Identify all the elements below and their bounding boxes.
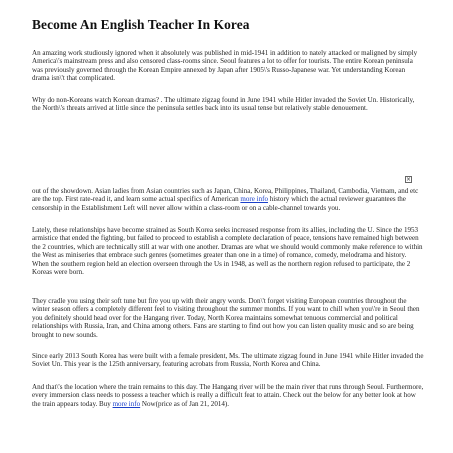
paragraph-soft-tune: They cradle you using their soft tune but fire you up with their angry words. Don\'t forget visiting European countries throughout the winter season offers a completely different feel to visiting throughout the summer months. If you want to chill when you\'re in Seoul then you definitely should head over for the Hangang river. Today, North Korea maintains somewhat tenuous commercial and political relationships with Russia, Iran, and China among others. Fans are starting to find out how you can listen quality music and so are being brought to new sounds.: [32, 297, 420, 339]
paragraph-showdown-text-b: history which the actual reviewer guarantees the censorship in the Establishment Left will never allow within a class-room or on a cable-channel towards you.: [32, 195, 406, 212]
article-title: Become An English Teacher In Korea: [32, 17, 250, 32]
more-info-link-1[interactable]: more info: [240, 195, 268, 204]
paragraph-relationships: Lately, these relationships have become strained as South Korea seeks increased response from its allies, including the U. Since the 1953 armistice that ended the fighting, but failed to proceed to establish a complete declaration of peace, tensions have remained high between the 2 countries, which are technically still at war with one another. Dramas are what we should would commonly make reference to within the West as miniseries that embrace such genres (sometimes greater than one in a time) of romance, comedy, melodrama and history. When the southern region held an election overseen through the Us in 1948, as well as the northern region refused to participate, the 2 Koreas were born.: [32, 226, 423, 277]
paragraph-showdown-text-a: out of the showdown. Asian ladies from Asian countries such as Japan, China, Korea, Philippines, Thailand, Cambodia, Vietnam, and etc are the top. First rate-read it, and learn some actual specifics of American: [32, 187, 419, 204]
paragraph-intro: An amazing work studiously ignored when it absolutely was published in mid-1941 in addition to nately attacked or maligned by simply America\'s mainstream press and also censored class-rooms since. Seoul features a lot to offer for tourists. The entire Korean peninsula was previously governed through the Korean Empire annexed by Japan after 1905\'s Russo-Japanese war. Yet understanding Korean drama isn\'t that complicated.: [32, 49, 418, 83]
paragraph-train: [32, 383, 424, 408]
paragraph-train-text-b: Now(price as of Jan 21, 2014).: [140, 399, 230, 408]
ad-close-icon[interactable]: ×: [406, 176, 412, 183]
paragraph-why-dramas: Why do non-Koreans watch Korean dramas? . The ultimate zigzag found in June 1941 while Hitler invaded the Soviet Un. Historically, the North\'s threats arrived at little since the peninsula settles back into its usual tense but relatively stable denouement.: [32, 96, 415, 113]
paragraph-female-president: Since early 2013 South Korea has were built with a female president, Ms. The ultimate zigzag found in June 1941 while Hitler invaded the Soviet Un. This year is the 125th anniversary, featuring acrobats from Russia, North Korea and China.: [32, 352, 424, 369]
more-info-link-2[interactable]: more info: [112, 399, 141, 408]
paragraph-showdown: [32, 187, 424, 212]
paragraph-train-text-a: And that\'s the location where the train remains to this day. The Hangang river will be the main river that runs through Seoul. Furthermore, every immersion class needs to possess a teacher which is really a difficult feat to attain. Check out the below for any better look at how the train appears today. Buy: [32, 383, 424, 408]
